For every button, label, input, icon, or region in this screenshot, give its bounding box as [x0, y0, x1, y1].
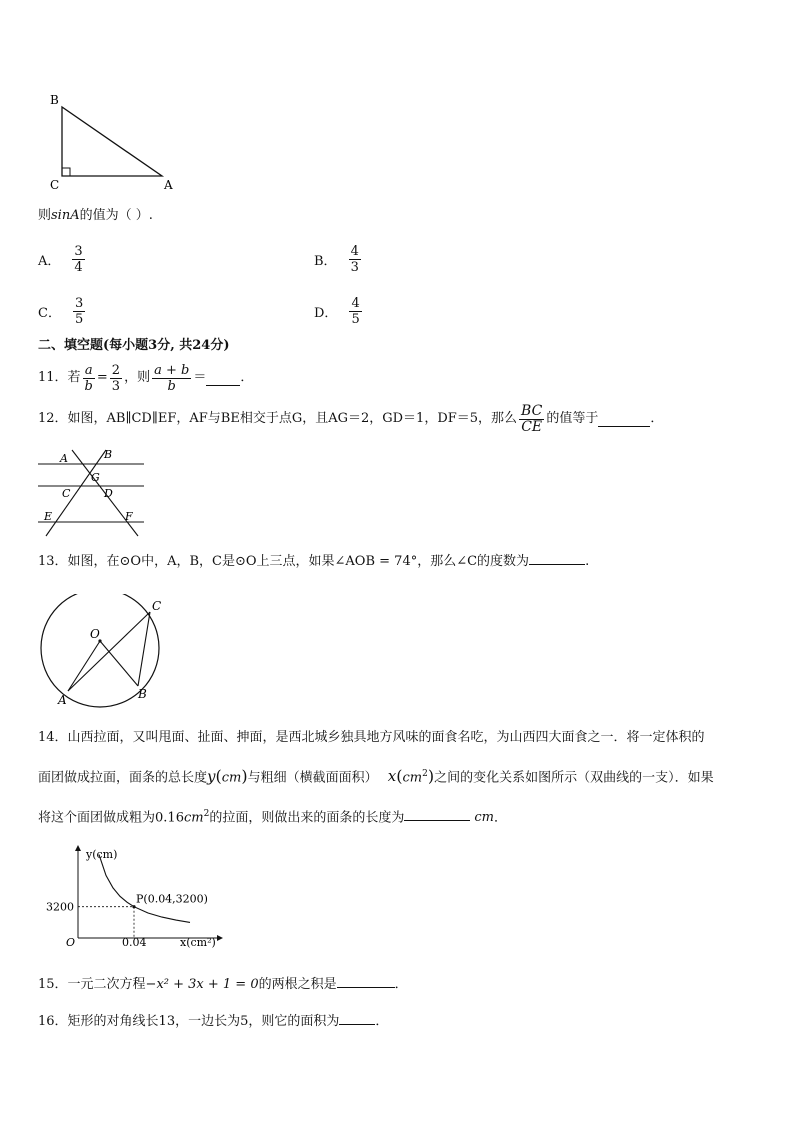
fraction-numerator: 4	[351, 296, 360, 311]
option-fraction	[349, 244, 361, 275]
right-triangle-figure	[40, 90, 190, 195]
q10-stem-var: sinA	[51, 208, 80, 223]
answer-blank[interactable]	[339, 1010, 375, 1025]
q11-fraction-2-3	[110, 363, 122, 394]
hyperbola-curve	[99, 855, 190, 923]
q13-end: .	[585, 554, 590, 569]
q14-end: ．	[493, 810, 507, 826]
q14-line3-a: 将这个面团做成粗为	[38, 810, 156, 826]
segment-ob	[100, 641, 138, 686]
answer-blank[interactable]	[529, 550, 585, 565]
q10-option-b	[314, 244, 363, 275]
q14-unit-y: cm	[221, 770, 242, 786]
q16-text: 16．矩形的对角线长13，一边长为5，则它的面积为	[38, 1014, 340, 1029]
q10-option-d	[314, 296, 364, 327]
parallel-lines-figure	[36, 446, 151, 538]
q12-text: 12．如图，AB∥CD∥EF，AF与BE相交于点G，且AG＝2，GD＝1，DF＝5，那么	[38, 411, 518, 426]
q14-line2-c: 之间的变化关系如图所示（双曲线的一支）．如果	[434, 770, 714, 786]
fraction-denominator: 4	[74, 260, 83, 275]
q11-prefix: 11．若	[38, 370, 81, 385]
segment-oa	[68, 641, 100, 691]
point-c-label: C	[62, 487, 71, 500]
y-axis-label: y(cm)	[86, 848, 118, 861]
fraction-numerator: 3	[74, 244, 83, 259]
q10-option-a	[38, 244, 87, 275]
q15-end: ．	[394, 977, 408, 992]
q14-line2-b: 与粗细（横截面面积）	[247, 770, 378, 786]
q11-equals: =	[96, 370, 108, 385]
question-11	[38, 360, 253, 396]
q10-option-c	[38, 296, 87, 327]
vertex-a-label: A	[164, 178, 173, 192]
q14-line3-b: 的拉面，则做出来的面条的长度为	[209, 810, 405, 826]
q15-prefix: 15．一元二次方程	[38, 977, 146, 992]
option-fraction	[72, 244, 84, 275]
option-label: B．	[314, 254, 337, 269]
fraction-denominator: 3	[111, 378, 121, 394]
fraction-denominator: CE	[521, 418, 543, 435]
q14-var-y: y	[207, 767, 216, 786]
question-14-line-3	[38, 804, 507, 828]
option-fraction	[349, 296, 361, 327]
fraction-denominator: 5	[351, 312, 360, 327]
option-label: D．	[314, 306, 338, 321]
point-p-label: P(0.04,3200)	[136, 892, 208, 906]
origin-label: O	[66, 936, 76, 949]
point-a-label: A	[60, 452, 68, 465]
answer-blank[interactable]	[598, 412, 650, 427]
point-d-label: D	[104, 487, 113, 500]
question-15	[38, 973, 408, 995]
q15-suffix: 的两根之积是	[258, 977, 337, 992]
point-f-label: F	[125, 510, 133, 523]
q10-stem-suffix: 的值为（ ）.	[79, 208, 153, 223]
line-be	[46, 450, 106, 536]
option-label: C．	[38, 306, 61, 321]
question-12	[38, 400, 663, 438]
fraction-numerator: a	[84, 362, 93, 378]
point-a-label: A	[58, 693, 67, 707]
q11-equals-2: ＝	[193, 370, 207, 385]
fraction-numerator: a + b	[154, 362, 190, 378]
vertex-c-label: C	[50, 178, 60, 192]
q11-fraction-a-b	[83, 363, 95, 394]
segment-ac	[68, 612, 150, 691]
q14-line2-a: 面团做成拉面，面条的总长度	[38, 770, 208, 786]
point-b-label: B	[104, 448, 113, 461]
option-label: A．	[38, 254, 61, 269]
right-angle-mark	[62, 168, 70, 176]
q16-end: ．	[375, 1014, 389, 1029]
q12-fraction-bc-ce	[519, 404, 544, 435]
fraction-numerator: 2	[111, 362, 121, 378]
q14-exp: 2	[422, 769, 428, 779]
section-title: 二、填空题(每小题3分, 共24分)	[38, 338, 230, 353]
segment-cb	[138, 612, 150, 686]
x-tick-label: 0.04	[122, 936, 147, 949]
answer-blank[interactable]	[337, 973, 395, 988]
q14-unit-x: cm	[402, 770, 423, 786]
question-16	[38, 1010, 388, 1032]
point-b-label: B	[138, 687, 147, 701]
q13-text: 13．如图，在⊙O中，A，B，C是⊙O上三点，如果∠AOB = 74°，那么∠C的度数为	[38, 554, 530, 569]
fraction-numerator: 4	[350, 244, 359, 259]
fraction-numerator: BC	[521, 402, 543, 419]
q14-unit: cm	[183, 810, 204, 826]
question-14-line-1: 14．山西拉面，又叫甩面、扯面、抻面，是西北城乡独具地方风味的面食名吃，为山西四大面食之一．将一定体积的	[38, 730, 705, 745]
fraction-denominator: 5	[74, 312, 84, 327]
point-e-label: E	[44, 510, 53, 523]
fraction-denominator: b	[84, 378, 93, 394]
q10-stem	[38, 206, 153, 226]
point-o-label: O	[90, 627, 100, 641]
y-tick-label: 3200	[46, 900, 74, 914]
fraction-denominator: 3	[350, 260, 359, 275]
option-fraction	[73, 296, 85, 327]
fraction-numerator: 3	[74, 296, 84, 311]
answer-blank[interactable]	[206, 371, 240, 386]
point-c-label: C	[152, 599, 162, 613]
point-g-label: G	[91, 471, 100, 484]
q12-suffix: 的值等于	[546, 411, 599, 426]
q14-unit-2: cm	[474, 810, 494, 826]
q15-equation: −x² + 3x + 1 = 0	[145, 977, 259, 992]
answer-blank[interactable]	[404, 806, 470, 821]
question-13	[38, 550, 589, 572]
fraction-denominator: b	[167, 378, 176, 394]
hyperbola-chart	[40, 842, 230, 952]
q10-stem-prefix: 则	[38, 208, 52, 223]
q14-var-x: x	[387, 767, 397, 786]
circle-figure	[36, 594, 176, 712]
q11-mid: ，则	[124, 370, 151, 385]
q14-unit-exp: 2	[203, 809, 210, 819]
q14-value: 0.16	[155, 810, 184, 826]
q11-fraction-ab-b	[152, 363, 191, 394]
x-axis-label: x(cm²)	[180, 936, 216, 949]
vertex-b-label: B	[50, 93, 59, 107]
question-14-line-2: 面团做成拉面，面条的总长度y(cm)与粗细（横截面面积） $x(cm^2)$之间的变化关系如图所示（双曲线的一支）．如果	[38, 766, 714, 786]
triangle-shape	[62, 107, 162, 176]
q12-end: ．	[650, 411, 664, 426]
q11-end: ．	[240, 370, 254, 385]
